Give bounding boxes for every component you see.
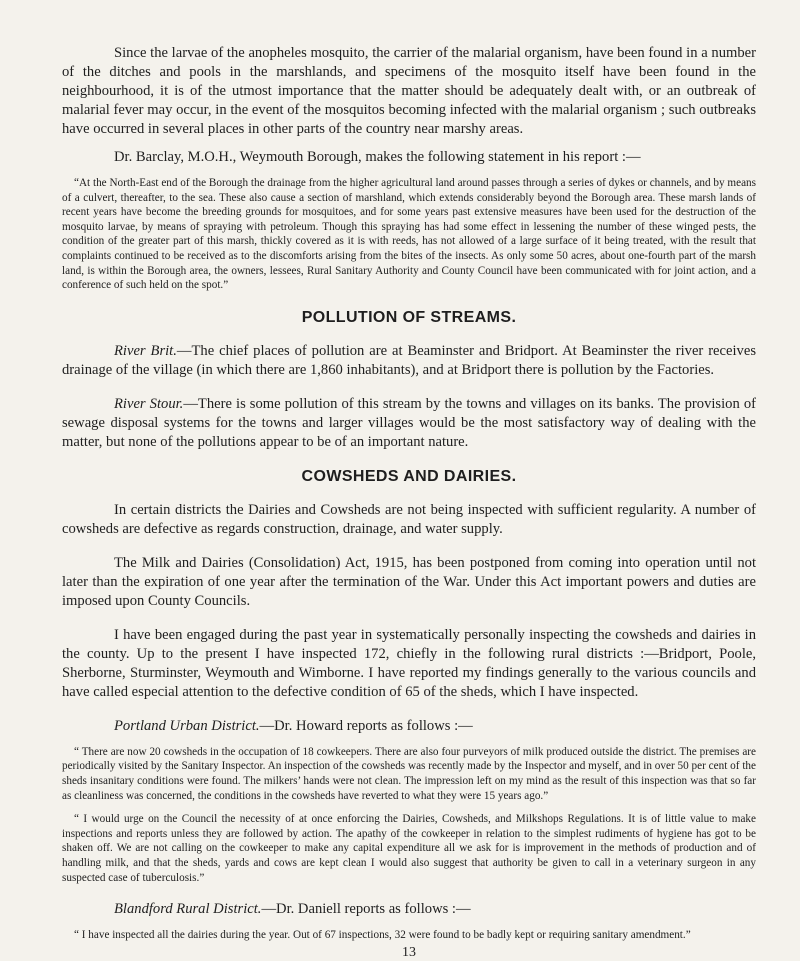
quote-howard-regulations: “ I would urge on the Council the necessity of at once enforcing the Dairies, Cowsheds, and Milkshops Regulations. It is of little value to make inspections and reports unless they are followed by action. The apathy of the cowkeeper in relation to the simplest rudiments of hygiene has got to be shaken off. We are not calling on the cowkeeper to make any capital expenditure all we ask for is improvement in the methods of production and of handling milk, and that the sheds, yards and cows are kept clean I would also suggest that authority be given to call in a veterinary surgeon in any suspected case of tuberculosis.”	[62, 813, 756, 884]
river-stour-lead: River Stour.	[114, 395, 184, 412]
blandford-lead: Blandford Rural District.	[114, 901, 262, 918]
river-brit-text: —The chief places of pollution are at Beaminster and Bridport. At Beaminster the river receives drainage of the village (in which there are 1,860 inhabitants), and at Bridport there is pollution by the Factories.	[62, 342, 757, 378]
quote-barclay-report: “At the North-East end of the Borough the drainage from the higher agricultural land around passes through a series of dykes or channels, and by means of a culvert, thereafter, to the sea. These also cause a section of marshland, which extends considerably beyond the Borough area. These marsh lands of recent years have become the breeding grounds for mosquitoes, and for some years past extensive measures have been used for the destruction of the mosquito larvae, by means of spraying with petroleum. Though this spraying has had some effect in lessening the number of these winged pests, the condition of the greater part of this marsh, thickly covered as it is with reeds, has not allowed of a large surface of it being treated, with the result that complaints continued to be received as to the discomforts arising from the bites of the insects. As only some 50 acres, about one-fourth part of the marsh land, is within the Borough area, the owners, lessees, Rural Sanitary Authority and County Council have been communicated with for joint action, and a conference of such held on the spot.”	[62, 177, 756, 292]
paragraph-portland	[62, 717, 756, 736]
paragraph-milk-dairies-act: The Milk and Dairies (Consolidation) Act, 1915, has been postponed from coming into operation until not later than the expiration of one year after the termination of the War. Under this Act important powers and duties are imposed upon County Councils.	[62, 554, 756, 609]
river-brit-lead: River Brit.	[114, 342, 177, 359]
paragraph-barclay-intro: Dr. Barclay, M.O.H., Weymouth Borough, makes the following statement in his report :—	[114, 149, 641, 165]
paragraph-river-stour	[62, 395, 756, 452]
heading-pollution-of-streams: POLLUTION OF STREAMS.	[301, 308, 517, 326]
paragraph-personal-inspections: I have been engaged during the past year in systematically personally inspecting the cowsheds and dairies in the county. Up to the present I have inspected 172, chiefly in the following rural districts :—Bridport, Poole, Sherborne, Sturminster, Weymouth and Wimborne. I have reported my findings generally to the various councils and have called especial attention to the defective condition of 65 of the sheds, which I have inspected.	[62, 626, 756, 700]
river-stour-text: —There is some pollution of this stream by the towns and villages on its banks. The provision of sewage disposal systems for the towns and larger villages would be the most satisfactory way of dealing with the matter, but none of the pollutions appear to be of an important nature.	[62, 395, 756, 450]
paragraph-inspection-regularity: In certain districts the Dairies and Cowsheds are not being inspected with sufficient regularity. A number of cowsheds are defective as regards construction, drainage, and water supply.	[62, 501, 756, 537]
paragraph-malaria: Since the larvae of the anopheles mosquito, the carrier of the malarial organism, have been found in a number of the ditches and pools in the marshlands, and specimens of the mosquito itself have been found in the neighbourhood, it is of the utmost importance that the matter should be adequately dealt with, or an outbreak of malarial fever may occur, in the event of the mosquitos becoming infected with the malarial organism ; such outbreaks have occurred in several places in other parts of the country near marshy areas.	[62, 45, 756, 137]
heading-cowsheds-and-dairies: COWSHEDS AND DAIRIES.	[301, 467, 517, 485]
blandford-text: —Dr. Daniell reports as follows :—	[261, 901, 471, 918]
quote-daniell-report: “ I have inspected all the dairies during the year. Out of 67 inspections, 32 were found to be badly kept or requiring sanitary amendment.”	[74, 929, 691, 942]
portland-text: —Dr. Howard reports as follows :—	[259, 717, 473, 734]
page-number: 13	[402, 944, 416, 960]
paragraph-river-brit	[62, 342, 756, 380]
paragraph-blandford	[62, 900, 756, 919]
quote-howard-cowsheds: “ There are now 20 cowsheds in the occupation of 18 cowkeepers. There are also four purveyors of milk produced outside the district. The premises are periodically visited by the Sanitary Inspector. An inspection of the cowsheds was recently made by the Inspector and myself, and in over 50 per cent of the sheds insanitary conditions were found. The milkers’ hands were not clean. The impression left on my mind as the result of this inspection was that so far as cleanliness was concerned, the conditions in the cowsheds have reverted to what they were 15 years ago.”	[62, 745, 756, 802]
portland-lead: Portland Urban District.	[114, 717, 260, 734]
